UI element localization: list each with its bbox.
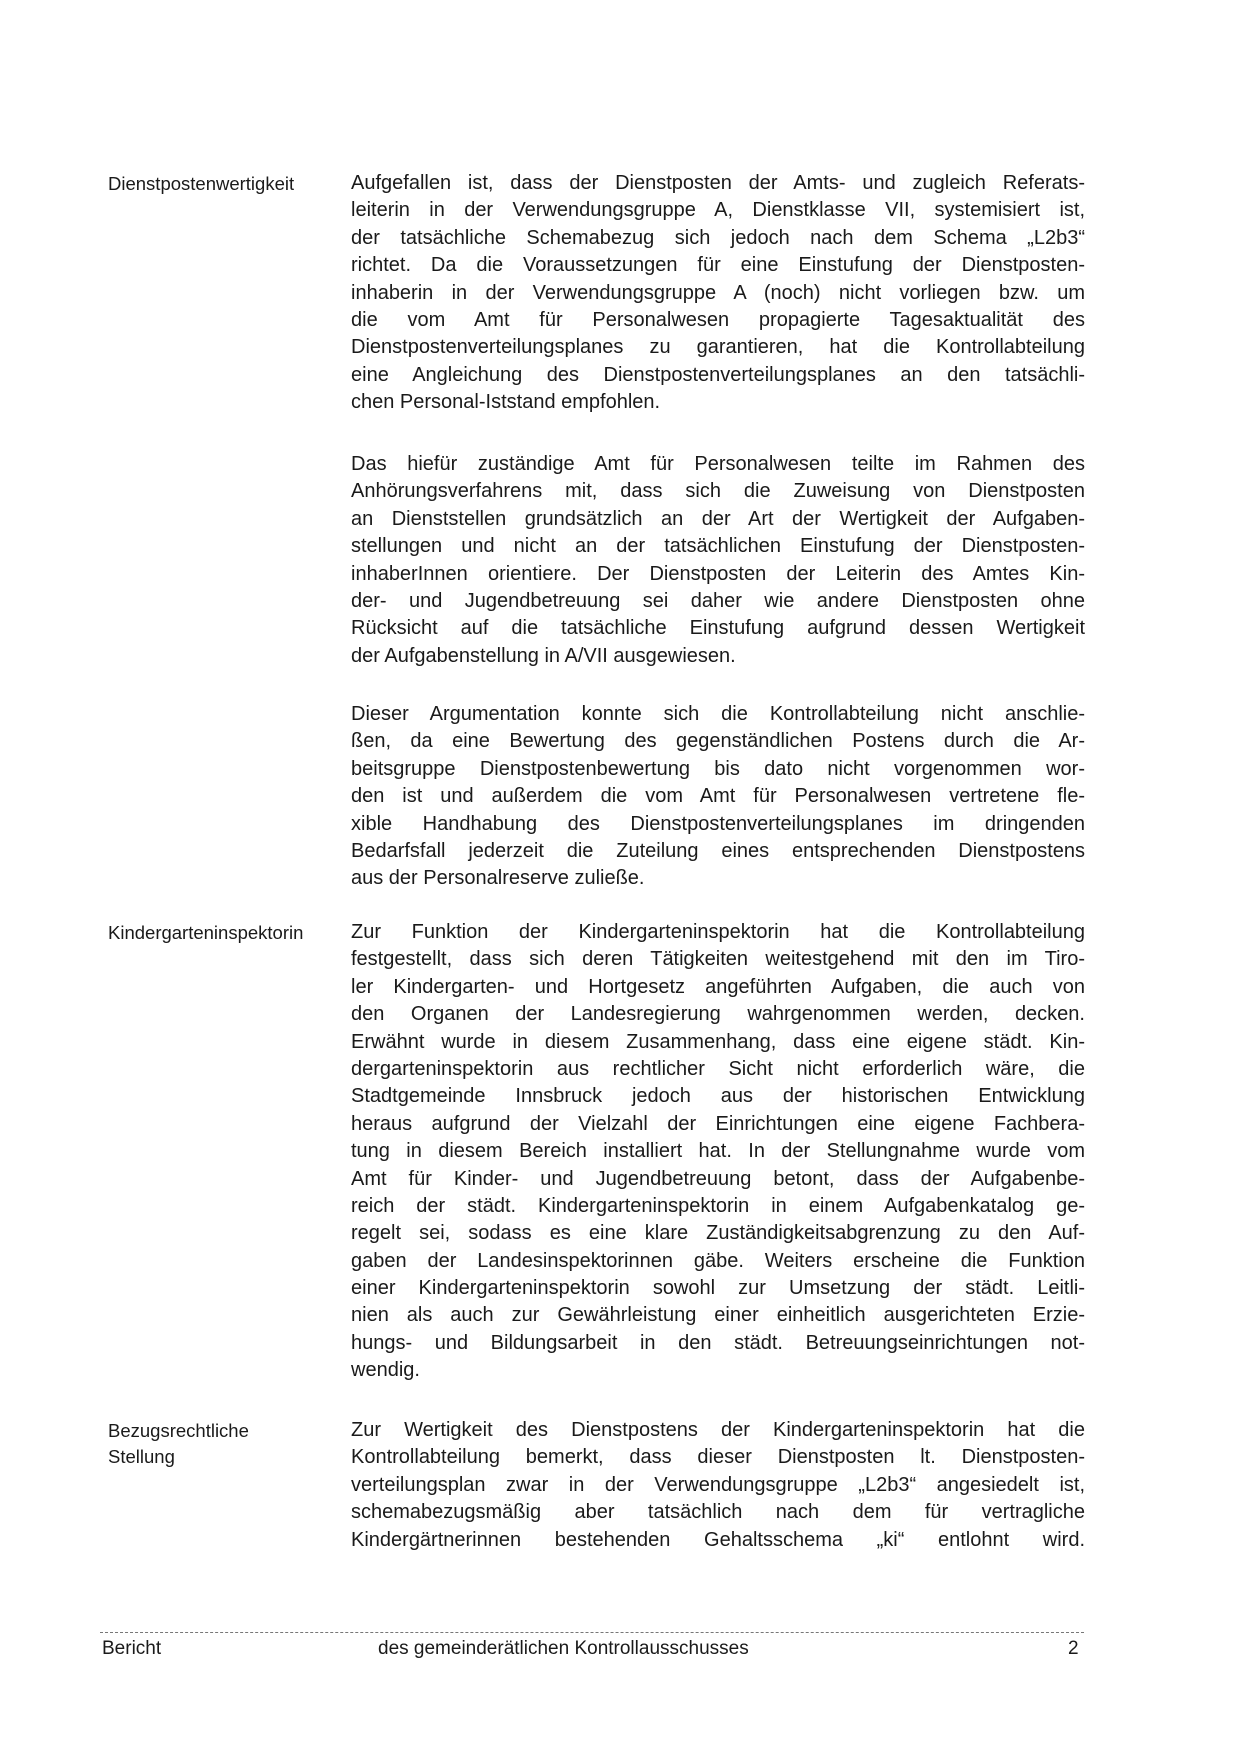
text-line: beitsgruppe Dienstpostenbewertung bis dato nicht vorgenommen wor- bbox=[351, 757, 1085, 780]
text-line: an Dienststellen grundsätzlich an der Art der Wertigkeit der Aufgaben- bbox=[351, 507, 1085, 530]
text-line: die vom Amt für Personalwesen propagierte Tagesaktualität des bbox=[351, 308, 1085, 331]
text-line: stellungen und nicht an der tatsächlichen Einstufung der Dienstposten- bbox=[351, 535, 1085, 558]
text-line: Anhörungsverfahrens mit, dass sich die Zuweisung von Dienstposten bbox=[351, 480, 1085, 503]
paragraph bbox=[351, 919, 1085, 1385]
text-line: festgestellt, dass sich deren Tätigkeiten weitestgehend mit den im Tiro- bbox=[351, 948, 1085, 971]
text-line: Das hiefür zuständige Amt für Personalwesen teilte im Rahmen des bbox=[351, 453, 1085, 475]
text-line: chen Personal-Iststand empfohlen. bbox=[351, 391, 661, 414]
paragraph bbox=[351, 1417, 1085, 1554]
text-line: heraus aufgrund der Vielzahl der Einrichtungen eine eigene Fachbera- bbox=[351, 1112, 1085, 1135]
footer-divider bbox=[100, 1632, 1084, 1633]
text-line: der Aufgabenstellung in A/VII ausgewiesen. bbox=[351, 644, 736, 667]
text-line: tung in diesem Bereich installiert hat. In der Stellungnahme wurde vom bbox=[351, 1140, 1085, 1163]
text-line: den ist und außerdem die vom Amt für Personalwesen vertretene fle- bbox=[351, 785, 1085, 808]
text-line: inhaberin in der Verwendungsgruppe A (noch) nicht vorliegen bzw. um bbox=[351, 281, 1085, 304]
text-line: Dieser Argumentation konnte sich die Kontrollabteilung nicht anschlie- bbox=[351, 703, 1085, 725]
text-line: ler Kindergarten- und Hortgesetz angeführten Aufgaben, die auch von bbox=[351, 975, 1085, 998]
footer-left: Bericht bbox=[102, 1638, 162, 1659]
text-line: den Organen der Landesregierung wahrgenommen werden, decken. bbox=[351, 1003, 1085, 1026]
text-line: Zur Funktion der Kindergarteninspektorin hat die Kontrollabteilung bbox=[351, 921, 1085, 943]
text-line: der tatsächliche Schemabezug sich jedoch nach dem Schema „L2b3“ bbox=[351, 226, 1085, 249]
text-line: Erwähnt wurde in diesem Zusammenhang, dass eine eigene städt. Kin- bbox=[351, 1030, 1085, 1053]
page-number: 2 bbox=[1068, 1638, 1079, 1659]
text-line: eine Angleichung des Dienstpostenverteilungsplanes an den tatsächli- bbox=[351, 363, 1085, 386]
text-line: Amt für Kinder- und Jugendbetreuung betont, dass der Aufgabenbe- bbox=[351, 1167, 1085, 1190]
text-line: Dienstpostenverteilungsplanes zu garantieren, hat die Kontrollabteilung bbox=[351, 336, 1085, 359]
text-line: Aufgefallen ist, dass der Dienstposten der Amts- und zugleich Referats- bbox=[351, 172, 1085, 194]
text-line: dergarteninspektorin aus rechtlicher Sicht nicht erforderlich wäre, die bbox=[351, 1057, 1085, 1080]
text-line: hungs- und Bildungsarbeit in den städt. Betreuungseinrichtungen not- bbox=[351, 1331, 1085, 1354]
text-line: reich der städt. Kindergarteninspektorin in einem Aufgabenkatalog ge- bbox=[351, 1194, 1085, 1217]
text-line: schemabezugsmäßig aber tatsächlich nach dem für vertragliche bbox=[351, 1501, 1085, 1524]
text-line: verteilungsplan zwar in der Verwendungsgruppe „L2b3“ angesiedelt ist, bbox=[351, 1473, 1085, 1496]
paragraph bbox=[351, 170, 1085, 417]
footer-center: des gemeinderätlichen Kontrollausschusses bbox=[378, 1638, 749, 1659]
text-line: Rücksicht auf die tatsächliche Einstufung aufgrund dessen Wertigkeit bbox=[351, 617, 1085, 640]
text-line: leiterin in der Verwendungsgruppe A, Dienstklasse VII, systemisiert ist, bbox=[351, 199, 1085, 222]
paragraph bbox=[351, 451, 1085, 670]
text-line: gaben der Landesinspektorinnen gäbe. Weiters erscheine die Funktion bbox=[351, 1249, 1085, 1272]
text-line: wendig. bbox=[351, 1359, 420, 1382]
text-line: Stadtgemeinde Innsbruck jedoch aus der historischen Entwicklung bbox=[351, 1085, 1085, 1108]
margin-heading: Bezugsrechtliche Stellung bbox=[108, 1420, 249, 1467]
text-line: inhaberInnen orientiere. Der Dienstposten der Leiterin des Amtes Kin- bbox=[351, 562, 1085, 585]
margin-heading: Kindergarteninspektorin bbox=[108, 922, 304, 943]
text-line: einer Kindergarteninspektorin sowohl zur Umsetzung der städt. Leitli- bbox=[351, 1277, 1085, 1300]
paragraph bbox=[351, 701, 1085, 893]
text-line: richtet. Da die Voraussetzungen für eine Einstufung der Dienstposten- bbox=[351, 254, 1085, 277]
text-line: Zur Wertigkeit des Dienstpostens der Kindergarteninspektorin hat die bbox=[351, 1419, 1085, 1441]
text-line: der- und Jugendbetreuung sei daher wie andere Dienstposten ohne bbox=[351, 589, 1085, 612]
text-line: aus der Personalreserve zuließe. bbox=[351, 867, 645, 890]
text-line: Kindergärtnerinnen bestehenden Gehaltsschema „ki“ entlohnt wird. bbox=[351, 1528, 1085, 1551]
text-line: nien als auch zur Gewährleistung einer einheitlich ausgerichteten Erzie- bbox=[351, 1304, 1085, 1327]
text-line: Bedarfsfall jederzeit die Zuteilung eines entsprechenden Dienstpostens bbox=[351, 839, 1085, 862]
margin-heading: Dienstpostenwertigkeit bbox=[108, 173, 295, 194]
text-line: xible Handhabung des Dienstpostenverteilungsplanes im dringenden bbox=[351, 812, 1085, 835]
text-line: ßen, da eine Bewertung des gegenständlichen Postens durch die Ar- bbox=[351, 730, 1085, 753]
text-line: regelt sei, sodass es eine klare Zuständigkeitsabgrenzung zu den Auf- bbox=[351, 1222, 1085, 1245]
text-line: Kontrollabteilung bemerkt, dass dieser Dienstposten lt. Dienstposten- bbox=[351, 1446, 1085, 1469]
